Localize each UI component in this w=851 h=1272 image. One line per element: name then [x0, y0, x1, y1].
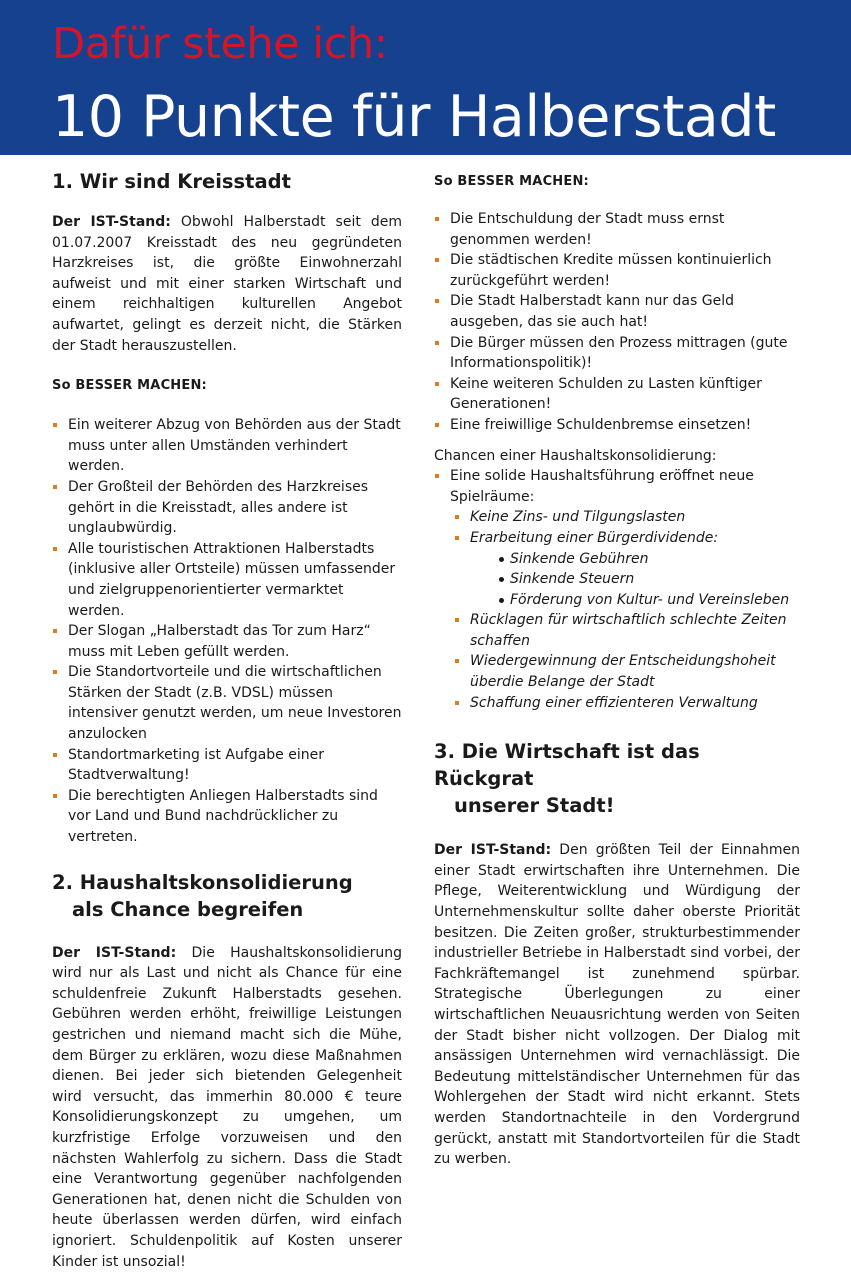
section1-bullet-list	[52, 415, 402, 847]
list-item: Die Bürger müssen den Prozess mittragen (gute Informationspolitik)!	[434, 333, 800, 374]
list-item: Die Stadt Halberstadt kann nur das Geld ausgeben, das sie auch hat!	[434, 291, 800, 332]
list-item: Förderung von Kultur- und Vereinsleben	[496, 590, 800, 611]
dividend-list	[454, 549, 800, 611]
section1-heading: 1. Wir sind Kreisstadt	[52, 170, 291, 193]
list-item: Keine weiteren Schulden zu Lasten künftiger Generationen!	[434, 374, 800, 415]
page-title: 10 Punkte für Halberstadt	[52, 84, 776, 150]
header-kicker: Dafür stehe ich:	[52, 19, 388, 69]
list-item: Keine Zins- und Tilgungslasten	[454, 507, 800, 528]
list-item: Sinkende Steuern	[496, 569, 800, 590]
chances-list	[434, 466, 800, 713]
list-item: Der Großteil der Behörden des Harzkreises gehört in die Kreisstadt, alles andere ist unglaubwürdig.	[52, 477, 402, 539]
section2-ist-paragraph	[52, 943, 402, 1272]
list-item: Schaffung einer effizienteren Verwaltung	[454, 693, 800, 714]
section3-ist-paragraph	[434, 840, 800, 1170]
section3-ist-text: Den größten Teil der Einnahmen einer Stadt erwirtschaften ihre Unternehmen. Die Pflege, Weiterentwicklung und Würdigung der Unternehmenskultur sollte daher oberste Priorität besitzen. Die Zeiten großer, strukturbestimmender industrieller Betriebe in Halberstadt sind vorbei, der Fachkräftemangel ist zunehmend spürbar. Strategische Überlegungen zu einer wirtschaftlichen Neuausrichtung werden von Seiten der Stadt bisher nicht vollzogen. Der Dialog mit ansässigen Unternehmen wird vernachlässigt. Die Bedeutung mittelständischer Unternehmen für das Wohlergehen der Stadt wird nicht erkannt. Stets werden Standortnachteile in den Vordergrund gerückt, anstatt mit Standortvorteilen für die Stadt zu werben.	[434, 842, 800, 1168]
list-item: Ein weiterer Abzug von Behörden aus der Stadt muss unter allen Umständen verhindert werden.	[52, 415, 402, 477]
chances-bullet-text: Eine solide Haushaltsführung eröffnet neue Spielräume:	[450, 468, 754, 505]
section1-ist-paragraph	[52, 212, 402, 356]
section2-bullet-list	[434, 209, 800, 436]
list-item: Wiedergewinnung der Entscheidungshoheit überdie Belange der Stadt	[454, 651, 800, 692]
list-item: Die berechtigten Anliegen Halberstadts sind vor Land und Bund nachdrücklicher zu vertreten.	[52, 786, 402, 848]
list-item: Rücklagen für wirtschaftlich schlechte Zeiten schaffen	[454, 610, 800, 651]
list-item: Sinkende Gebühren	[496, 549, 800, 570]
list-item	[434, 466, 800, 713]
list-item: Alle touristischen Attraktionen Halberstadts (inklusive aller Ortsteile) müssen umfassender und zielgruppenorientierter vermarktet werden.	[52, 539, 402, 621]
right-column	[434, 172, 800, 1170]
section1-ist-text: Obwohl Halberstadt seit dem 01.07.2007 Kreisstadt des neu gegründeten Harzkreises ist, die größte Einwohnerzahl aufweist und mit einer starken Wirtschaft und einem reichhaltigen kulturellen Angebot aufwartet, gelingt es derzeit nicht, die Stärken der Stadt herauszustellen.	[52, 214, 402, 354]
chances-sub-list	[434, 507, 800, 713]
section2-heading	[52, 869, 402, 923]
section1-better-label: So BESSER MACHEN:	[52, 378, 207, 394]
list-item: Die städtischen Kredite müssen kontinuierlich zurückgeführt werden!	[434, 250, 800, 291]
section2-heading-line1: 2. Haushaltskonsolidierung	[52, 870, 353, 894]
section3-heading-line1: 3. Die Wirtschaft ist das Rückgrat	[434, 740, 700, 791]
dividend-heading: Erarbeitung einer Bürgerdividende:	[470, 529, 719, 546]
header-banner	[0, 0, 851, 155]
left-column	[52, 168, 402, 1272]
section3-ist-label: Der IST-Stand:	[434, 842, 552, 859]
section2-ist-text: Die Haushaltskonsolidierung wird nur als Last und nicht als Chance für eine schuldenfreie Zukunft Halberstadts gesehen. Gebühren werden erhöht, freiwillige Leistungen gestrichen und niemand macht sich die Mühe, dem Bürger zu erklären, wozu diese Maßnahmen dienen. Bei jeder sich bietenden Gelegenheit wird versucht, das immerhin 80.000 € teure Konsolidierungskonzept zu umgehen, um kurzfristige Erfolge vorzuweisen und den nächsten Wahlerfolg zu sichern. Dass die Stadt eine Verantwortung gegenüber nachfolgenden Generationen hat, denen nicht die Schulden von heute überlassen werden dürfen, wird einfach ignoriert. Schuldenpolitik auf Kosten unserer Kinder ist unsozial!	[52, 944, 402, 1270]
list-item	[454, 528, 800, 610]
section2-better-label: So BESSER MACHEN:	[434, 174, 589, 189]
chances-intro: Chancen einer Haushaltskonsolidierung:	[434, 447, 717, 464]
list-item: Die Standortvorteile und die wirtschaftlichen Stärken der Stadt (z.B. VDSL) müssen intensiver genutzt werden, um neue Investoren anzulocken	[52, 662, 402, 744]
section3-heading-line2: unserer Stadt!	[454, 794, 615, 818]
list-item: Standortmarketing ist Aufgabe einer Stadtverwaltung!	[52, 745, 402, 786]
list-item: Der Slogan „Halberstadt das Tor zum Harz“ muss mit Leben gefüllt werden.	[52, 621, 402, 662]
list-item: Eine freiwillige Schuldenbremse einsetzen!	[434, 415, 800, 436]
section2-heading-line2: als Chance begreifen	[72, 897, 304, 921]
list-item: Die Entschuldung der Stadt muss ernst genommen werden!	[434, 209, 800, 250]
section1-ist-label: Der IST-Stand:	[52, 214, 171, 230]
section2-ist-label: Der IST-Stand:	[52, 944, 177, 961]
section3-heading	[434, 738, 800, 819]
